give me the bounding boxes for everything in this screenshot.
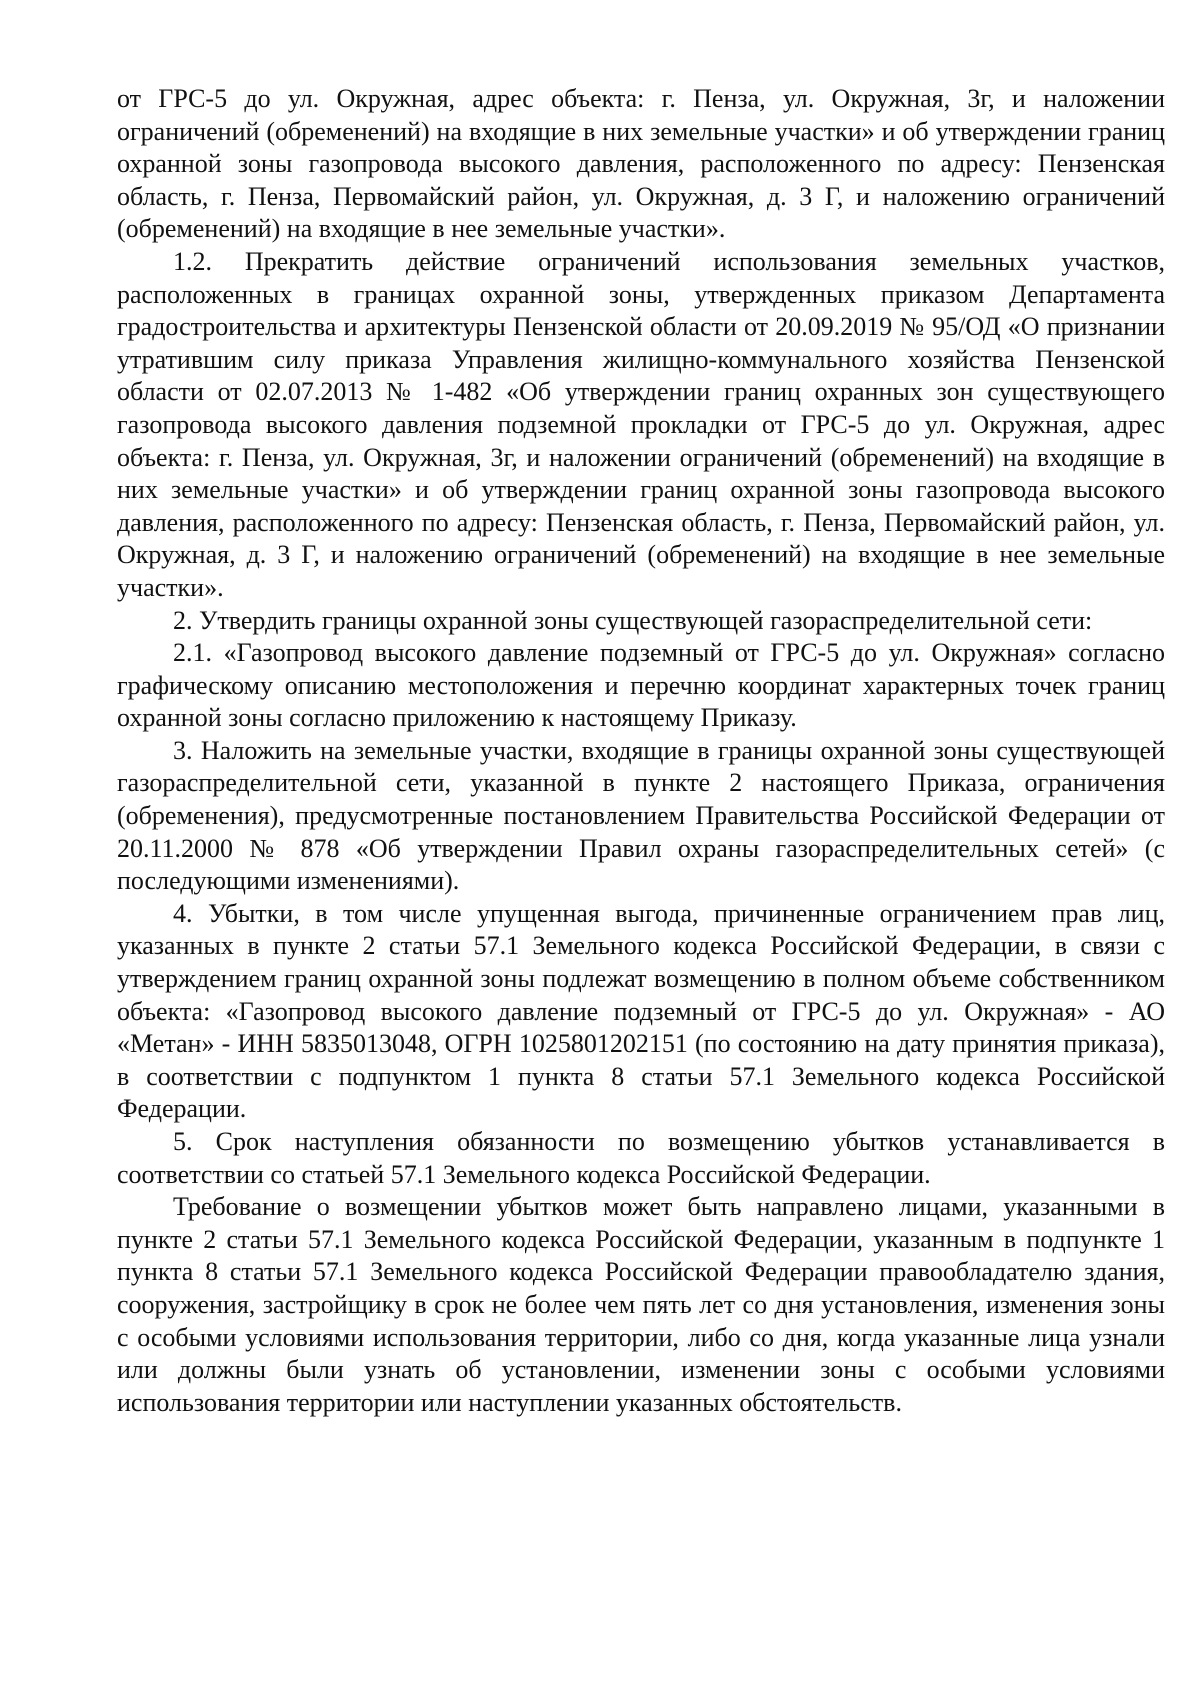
paragraph-1-2: 1.2. Прекратить действие ограничений использования земельных участков, расположенных в границах охранной зоны, утвержденных приказом Департамента градостроительства и архитектуры Пензенской области от 20.09.2019 № 95/ОД «О признании утратившим силу приказа Управления жилищно-коммунального хозяйства Пензенской области от 02.07.2013 № 1-482 «Об утверждении границ охранных зон существующего газопровода высокого давления подземной прокладки от ГРС-5 до ул. Окружная, адрес объекта: г. Пенза, ул. Окружная, 3г, и наложении ограничений (обременений) на входящие в них земельные участки» и об утверждении границ охранной зоны газопровода высокого давления, расположенного по адресу: Пензенская область, г. Пенза, Первомайский район, ул. Окружная, д. 3 Г, и наложению ограничений (обременений) на входящие в нее земельные участки». — [117, 246, 1165, 602]
paragraph-5: 5. Срок наступления обязанности по возмещению убытков устанавливается в соответствии со статьей 57.1 Земельного кодекса Российской Федерации. — [117, 1127, 1165, 1189]
paragraph-claims: Требование о возмещении убытков может быть направлено лицами, указанными в пункте 2 статьи 57.1 Земельного кодекса Российской Федерации, указанным в подпункте 1 пункта 8 статьи 57.1 Земельного кодекса Российской Федерации правообладателю здания, сооружения, застройщику в срок не более чем пять лет со дня установления, изменения зоны с особыми условиями использования территории, либо со дня, когда указанные лица узнали или должны были узнать об установлении, изменении зоны с особыми условиями использования территории или наступлении указанных обстоятельств. — [117, 1192, 1165, 1417]
paragraph-3: 3. Наложить на земельные участки, входящие в границы охранной зоны существующей газораспределительной сети, указанной в пункте 2 настоящего Приказа, ограничения (обременения), предусмотренные постановлением Правительства Российской Федерации от 20.11.2000 № 878 «Об утверждении Правил охраны газораспределительных сетей» (с последующими изменениями). — [117, 735, 1165, 896]
paragraph-2: 2. Утвердить границы охранной зоны существующей газораспределительной сети: — [173, 605, 1093, 635]
paragraph-continuation: от ГРС-5 до ул. Окружная, адрес объекта: г. Пенза, ул. Окружная, 3г, и наложении ограничений (обременений) на входящие в них земельные участки» и об утверждении границ охранной зоны газопровода высокого давления, расположенного по адресу: Пензенская область, г. Пенза, Первомайский район, ул. Окружная, д. 3 Г, и наложению ограничений (обременений) на входящие в нее земельные участки». — [117, 84, 1165, 244]
paragraph-2-1: 2.1. «Газопровод высокого давление подземный от ГРС-5 до ул. Окружная» согласно графическому описанию местоположения и перечню координат характерных точек границ охранной зоны согласно приложению к настоящему Приказу. — [117, 638, 1165, 733]
document-page — [117, 83, 1165, 1419]
paragraph-4: 4. Убытки, в том числе упущенная выгода, причиненные ограничением прав лиц, указанных в пункте 2 статьи 57.1 Земельного кодекса Российской Федерации, в связи с утверждением границ охранной зоны подлежат возмещению в полном объеме собственником объекта: «Газопровод высокого давление подземный от ГРС-5 до ул. Окружная» - АО «Метан» - ИНН 5835013048, ОГРН 1025801202151 (по состоянию на дату принятия приказа), в соответствии с подпунктом 1 пункта 8 статьи 57.1 Земельного кодекса Российской Федерации. — [117, 898, 1165, 1124]
